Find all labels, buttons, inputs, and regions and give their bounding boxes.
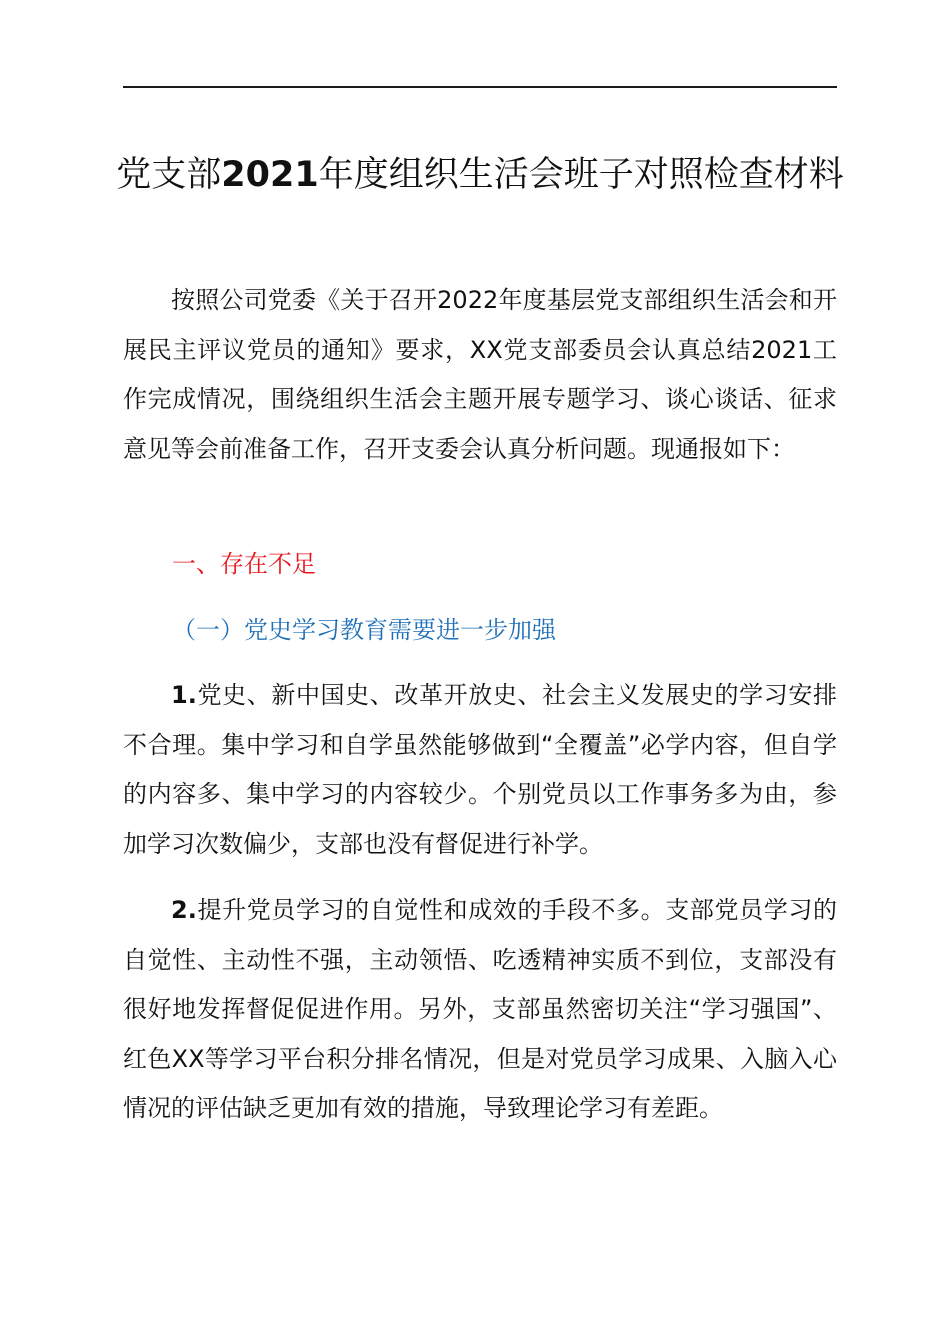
header-rule (123, 86, 837, 88)
document-title (115, 150, 845, 200)
item-1-number: 1. (171, 681, 197, 709)
title-prefix: 党支部 (116, 155, 222, 195)
subsection-heading-party-history: （一）党史学习教育需要进一步加强 (172, 616, 556, 644)
item-1-text: 党史、新中国史、改革开放史、社会主义发展史的学习安排不合理。集中学习和自学虽然能够做到“全覆盖”必学内容，但自学的内容多、集中学习的内容较少。个别党员以工作事务多为由，参加学习次数偏少，支部也没有督促进行补学。 (123, 681, 837, 858)
item-2-number: 2. (171, 896, 197, 924)
item-2-text: 提升党员学习的自觉性和成效的手段不多。支部党员学习的自觉性、主动性不强，主动领悟、吃透精神实质不到位，支部没有很好地发挥督促促进作用。另外，支部虽然密切关注“学习强国”、红色XX等学习平台积分排名情况，但是对党员学习成果、入脑入心情况的评估缺乏更加有效的措施，导致理论学习有差距。 (123, 896, 837, 1122)
title-year: 2021 (221, 155, 319, 195)
intro-paragraph: 按照公司党委《关于召开2022年度基层党支部组织生活会和开展民主评议党员的通知》要求，XX党支部委员会认真总结2021工作完成情况，围绕组织生活会主题开展专题学习、谈心谈话、征求意见等会前准备工作，召开支委会认真分析问题。现通报如下： (123, 286, 837, 463)
section-heading-shortcomings: 一、存在不足 (172, 550, 316, 578)
title-suffix: 年度组织生活会班子对照检查材料 (318, 155, 844, 195)
item-paragraph-1 (123, 671, 837, 869)
item-paragraph-2 (123, 886, 837, 1134)
